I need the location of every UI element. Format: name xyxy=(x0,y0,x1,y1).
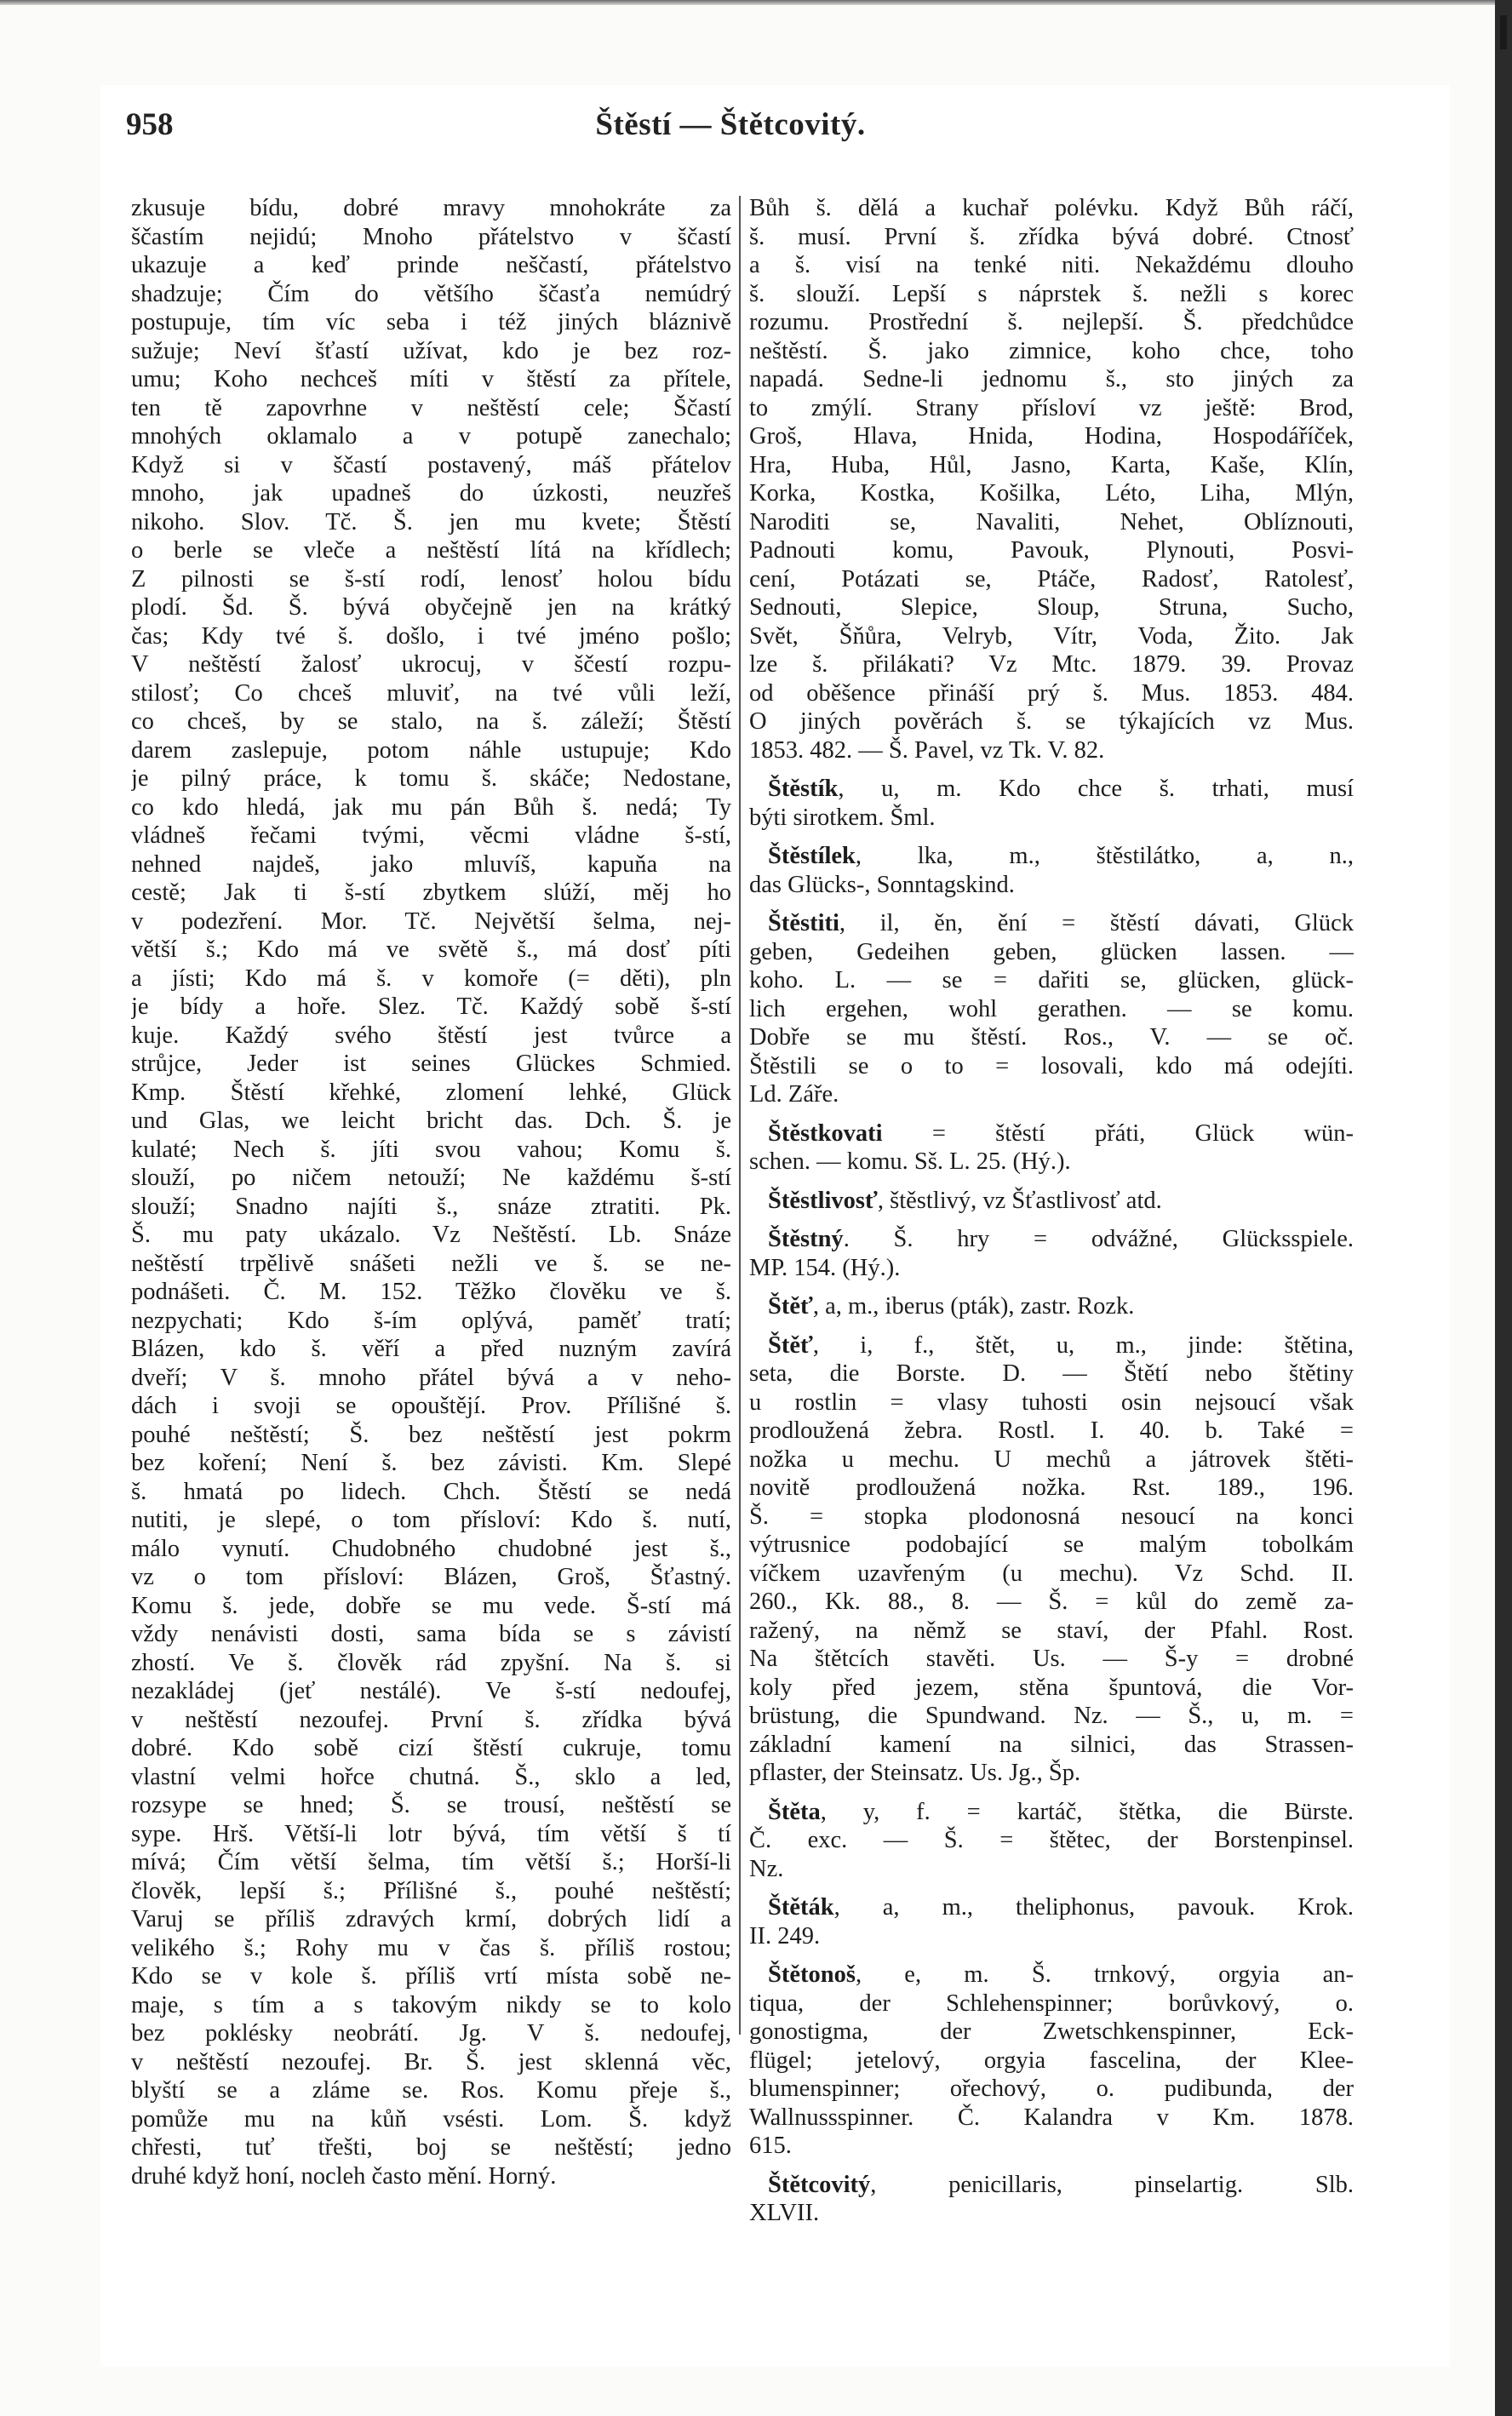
text-line: co kdo hledá, jak mu pán Bůh š. nedá; Ty xyxy=(131,793,731,821)
text-line: neštěstí. Š. jako zimnice, koho chce, toho xyxy=(749,337,1354,364)
text-line: postupuje, tím víc seba i též jiných bláznivě xyxy=(131,309,731,335)
text-line: velikého š.; Rohy mu v čas š. příliš rostou; xyxy=(131,1934,731,1961)
text-line: nezpychati; Kdo š-ím oplývá, paměť tratí; xyxy=(131,1307,731,1334)
dictionary-entry-line: Štěstík, u, m. Kdo chce š. trhati, musí xyxy=(768,776,1354,802)
headword: Štěstiti xyxy=(768,910,839,936)
text-line: 260., Kk. 88., 8. — Š. = kůl do země za- xyxy=(749,1589,1354,1615)
text-line: Groš, Hlava, Hnida, Hodina, Hospodáříček, xyxy=(749,423,1354,449)
text-line: Z pilnosti se š-stí rodí, lenosť holou bídu xyxy=(131,565,731,593)
text-line: slouží; Snadno najíti š., snáze ztratiti. Pk. xyxy=(131,1193,731,1220)
text-line: blyští se a zláme se. Ros. Komu přeje š., xyxy=(131,2077,731,2104)
text-line: co chceš, by se stalo, na š. záleží; Štěstí xyxy=(131,708,731,735)
text-line: š. hmatá po lidech. Chch. Štěstí se nedá xyxy=(131,1478,731,1505)
text-line: a š. visí na tenké niti. Nekaždému dlouho xyxy=(749,252,1354,278)
text-line: je pilný práce, k tomu š. skáče; Nedostane, xyxy=(131,765,731,792)
text-line: plodí. Šd. Š. bývá obyčejně jen na krátký xyxy=(131,594,731,621)
headword: Štěta xyxy=(768,1798,821,1825)
text-line: rozumu. Prostřední š. nejlepší. Š. předchůdce xyxy=(749,309,1354,335)
text-line: je bídy a hoře. Slez. Tč. Každý sobě š-stí xyxy=(131,993,731,1020)
text-line: u rostlin = vlasy tuhosti osin nejsoucí však xyxy=(749,1388,1354,1416)
text-line: koho. L. — se = dařiti se, glücken, glück- xyxy=(749,967,1354,993)
page-number: 958 xyxy=(126,107,174,142)
text-line: Ld. Záře. xyxy=(749,1081,839,1108)
text-line: Naroditi se, Navaliti, Nehet, Oblíznouti, xyxy=(749,508,1354,535)
headword: Štěstný xyxy=(768,1226,844,1252)
text-line: mnohých oklamalo a v potupě zanechalo; xyxy=(131,423,731,449)
right-column xyxy=(749,194,1354,2228)
text-line: prodloužená žebra. Rostl. I. 40. b. Také = xyxy=(749,1417,1354,1444)
dictionary-entry-line: Štětcovitý, penicillaris, pinselartig. Slb. xyxy=(768,2171,1354,2198)
text-line: bez pokléskу neobrátí. Jg. V š. nedoufej, xyxy=(131,2020,731,2047)
headword: Štětcovitý xyxy=(768,2171,871,2198)
text-line: v neštěstí nezoufej. Br. Š. jest sklenná věc, xyxy=(131,2048,731,2075)
text-line: to zmýlí. Strany přísloví vz ještě: Brod, xyxy=(749,394,1354,421)
text-line: druhé když honí, nocleh často mění. Horný. xyxy=(131,2162,557,2190)
text-line: strůjce, Jeder ist seines Glückes Schmied. xyxy=(131,1051,731,1077)
text-line: Bůh š. dělá a kuchař polévku. Když Bůh ráčí, xyxy=(749,195,1354,221)
text-line: darem zaslepuje, potom náhle ustupuje; Kdo xyxy=(131,736,731,764)
text-line: dveří; V š. mnoho přátel bývá a v neho- xyxy=(131,1364,731,1391)
text-line: vždy nenávisti dosti, sama bída se s závistí xyxy=(131,1621,731,1647)
text-line: vládneš řečami tvými, věcmi vládne š-stí, xyxy=(131,822,731,849)
text-line: stilosť; Co chceš mluviť, na tvé vůli leží, xyxy=(131,679,731,707)
dictionary-entry-line: Štěstlivosť, štěstlivý, vz Šťastlivosť atd. xyxy=(768,1187,1162,1214)
text-line: nehned najdeš, jako mluvíš, kapuňa na xyxy=(131,850,731,878)
text-line: Kmp. Štěstí křehké, zlomení lehké, Glück xyxy=(131,1079,731,1106)
text-line: 1853. 482. — Š. Pavel, vz Tk. V. 82. xyxy=(749,736,1105,764)
text-line: maje, s tím a s takovým nikdy se to kolo xyxy=(131,1991,731,2018)
text-line: Blázen, kdo š. věří a před nuzným zavírá xyxy=(131,1336,731,1362)
text-line: základní kamení na silnici, das Strassen- xyxy=(749,1731,1354,1758)
text-line: XLVII. xyxy=(749,2200,820,2226)
text-line: das Glücks-, Sonntagskind. xyxy=(749,871,1015,898)
text-line: bez koření; Není š. bez závisti. Km. Slepé xyxy=(131,1450,731,1476)
dictionary-entry-line: Štěť, i, f., štět, u, m., jinde: štětina, xyxy=(768,1331,1354,1359)
text-line: vz o tom přísloví: Blázen, Groš, Šťastný. xyxy=(131,1564,731,1590)
text-line: Korka, Kostka, Košilka, Léto, Liha, Mlýn, xyxy=(749,480,1354,507)
text-line: nikoho. Slov. Tč. Š. jen mu kvete; Štěstí xyxy=(131,508,731,535)
text-line: o berle se vleče a neštěstí lítá na křídlech; xyxy=(131,537,731,564)
column-divider xyxy=(739,196,741,2035)
text-line: napadá. Sedne-li jednomu š., sto jiných za xyxy=(749,366,1354,392)
text-line: ten tě zapovrhne v neštěstí cele; Ščastí xyxy=(131,394,731,421)
text-line: Když si v ščastí postavený, máš přátelov xyxy=(131,451,731,478)
text-line: 615. xyxy=(749,2133,792,2159)
text-line: gonostigma, der Zwetschkenspinner, Eck- xyxy=(749,2018,1354,2045)
left-column xyxy=(131,194,731,2190)
text-line: š. slouží. Lepší s náprstek š. nežli s korec xyxy=(749,280,1354,307)
text-line: Č. exc. — Š. = štětec, der Borstenpinsel. xyxy=(749,1827,1354,1853)
text-line: Varuj se příliš zdravých krmí, dobrých lidí a xyxy=(131,1906,731,1932)
text-line: MP. 154. (Hý.). xyxy=(749,1254,901,1281)
text-line: pouhé neštěstí; Š. bez neštěstí jest pokrm xyxy=(131,1421,731,1448)
text-line: koly před jezem, stěna špuntová, die Vor- xyxy=(749,1674,1354,1701)
dictionary-entry-line: Štěstílek, lka, m., štěstilátko, a, n., xyxy=(768,843,1354,869)
text-line: nezakládej (jeť nestálé). Ve š-stí nedoufej, xyxy=(131,1678,731,1704)
text-line: v podezření. Mor. Tč. Největší šelma, nej- xyxy=(131,907,731,935)
text-line: kuje. Každý svého štěstí jest tvůrce a xyxy=(131,1022,731,1049)
text-line: Kdo se v kole š. příliš vrtí místa sobě ne- xyxy=(131,1963,731,1989)
headword: Štěstkovati xyxy=(768,1119,883,1147)
headword: Štěták xyxy=(768,1894,834,1921)
text-line: nutiti, je slepé, o tom přísloví: Kdo š. nutí, xyxy=(131,1507,731,1533)
text-line: dobré. Kdo sobě cizí štěstí cukruje, tomu xyxy=(131,1735,731,1761)
text-line: Š. = stopka plodonosná nesoucí na konci xyxy=(749,1503,1354,1530)
text-line: schen. — komu. Sš. L. 25. (Hý.). xyxy=(749,1148,1071,1175)
text-line: čas; Kdy tvé š. došlo, i tvé jméno pošlo; xyxy=(131,622,731,650)
text-line: Padnouti komu, Pavouk, Plynouti, Posvi- xyxy=(749,537,1354,564)
text-line: Sednouti, Slepice, Sloup, Struna, Sucho, xyxy=(749,594,1354,621)
text-line: lze š. přilákati? Vz Mtc. 1879. 39. Provaz xyxy=(749,651,1354,678)
text-line: brüstung, die Spundwand. Nz. — Š., u, m. = xyxy=(749,1703,1354,1729)
text-line: cestě; Jak ti š-stí zbytkem slúží, měj ho xyxy=(131,879,731,906)
text-line: víčkem uzavřeným (u mechu). Vz Schd. II. xyxy=(749,1560,1354,1587)
text-line: málo vynutí. Chudobného chudobné jest š., xyxy=(131,1535,731,1562)
text-line: Komu š. jede, dobře se mu vede. Š-stí má xyxy=(131,1592,731,1619)
text-line: V neštěstí žalosť ukrocuj, v ščestí rozpu- xyxy=(131,651,731,678)
headword: Štěť xyxy=(768,1293,813,1320)
text-line: zkusuje bídu, dobré mravy mnohokráte za xyxy=(131,195,731,221)
scan-notch xyxy=(1500,15,1507,49)
page-title: Štěstí — Štětcovitý. xyxy=(595,107,866,142)
text-line: dách i svoji se opouštějí. Prov. Přílišné š. xyxy=(131,1393,731,1419)
text-line: flügel; jetelový, orgyia fascelina, der Klee- xyxy=(749,2047,1354,2074)
text-line: Wallnussspinner. Č. Kalandra v Km. 1878. xyxy=(749,2104,1354,2131)
headword: Štěstílek xyxy=(768,843,856,869)
text-line: novitě prodloužená nožka. Rst. 189., 196. xyxy=(749,1474,1354,1501)
scan-right-edge xyxy=(1495,0,1512,2416)
dictionary-entry-line: Štěstný. Š. hry = odvážné, Glücksspiele. xyxy=(768,1226,1354,1252)
text-line: lich ergehen, wohl gerathen. — se komu. xyxy=(749,995,1354,1022)
text-line: blumenspinner; ořechový, o. pudibunda, der xyxy=(749,2075,1354,2102)
text-line: vlastní velmi hořce chutná. Š., sklo a led, xyxy=(131,1763,731,1790)
dictionary-entry-line: Štěť, a, m., iberus (pták), zastr. Rozk. xyxy=(768,1293,1135,1320)
text-line: shadzuje; Čím do většího ščasťa nemúdrý xyxy=(131,280,731,307)
text-line: geben, Gedeihen geben, glücken lassen. — xyxy=(749,938,1354,965)
text-line: Štěstili se o to = losovali, kdo má odejíti. xyxy=(749,1052,1354,1079)
text-line: větší š.; Kdo má ve světě š., má dosť píti xyxy=(131,936,731,963)
text-line: Nz. xyxy=(749,1855,784,1882)
text-line: pomůže mu na kůň vsésti. Lom. Š. když xyxy=(131,2105,731,2133)
text-line: býti sirotkem. Šml. xyxy=(749,804,936,831)
text-line: O jiných pověrách š. se týkajících vz Mus. xyxy=(749,708,1354,735)
scan-top-edge xyxy=(0,0,1495,5)
text-line: neštěstí trpělivě snášeti nežli ve š. se ne- xyxy=(131,1250,731,1277)
headword: Štěstík xyxy=(768,776,839,802)
text-line: ukazuje a keď prinde neščastí, přátelstvo xyxy=(131,252,731,278)
text-line: nožka u mechu. U mechů a játrovek štěti- xyxy=(749,1446,1354,1473)
text-line: umu; Koho nechceš míti v štěstí za přítele, xyxy=(131,366,731,392)
text-line: chřesti, tuť třešti, boj se neštěstí; jedno xyxy=(131,2134,731,2161)
text-line: š. musí. První š. zřídka bývá dobré. Ctnosť xyxy=(749,223,1354,250)
text-line: kulaté; Nech š. jíti svou vahou; Komu š. xyxy=(131,1136,731,1163)
text-line: Dobře se mu štěstí. Ros., V. — se oč. xyxy=(749,1024,1354,1051)
dictionary-entry-line: Štěstkovati = štěstí přáti, Glück wün- xyxy=(768,1119,1354,1147)
text-line: od oběšence přináší prý š. Mus. 1853. 484. xyxy=(749,679,1354,707)
text-line: člověk, lepší š.; Přílišné š., pouhé neštěstí; xyxy=(131,1877,731,1904)
text-line: tiqua, der Schlehenspinner; borůvkový, o. xyxy=(749,1989,1354,2017)
dictionary-entry-line: Štětonoš, e, m. Š. trnkový, orgyia an- xyxy=(768,1961,1354,1988)
text-line: výtrusnice podobající se malým tobolkám xyxy=(749,1531,1354,1558)
text-line: a jísti; Kdo má š. v komoře (= děti), pln xyxy=(131,965,731,992)
dictionary-entry-line: Štěstiti, il, ěn, ění = štěstí dávati, Glück xyxy=(768,910,1354,936)
text-line: ščastím nejidú; Mnoho přátelstvo v ščastí xyxy=(131,223,731,250)
text-line: und Glas, we leicht bricht das. Dch. Š. je xyxy=(131,1108,731,1134)
dictionary-entry-line: Štěta, y, f. = kartáč, štětka, die Bürste. xyxy=(768,1798,1354,1825)
text-line: mnoho, jak upadneš do úzkosti, neuzřeš xyxy=(131,480,731,507)
text-line: Š. mu paty ukázalo. Vz Neštěstí. Lb. Snáze xyxy=(131,1222,731,1248)
text-line: II. 249. xyxy=(749,1922,821,1949)
text-line: Hra, Huba, Hůl, Jasno, Karta, Kaše, Klín, xyxy=(749,451,1354,478)
text-line: rozsype se hned; Š. se trousí, neštěstí se xyxy=(131,1792,731,1818)
text-line: ražený, na němž se staví, der Pfahl. Rost. xyxy=(749,1617,1354,1644)
headword: Štěstlivosť xyxy=(768,1187,878,1214)
text-line: sype. Hrš. Větší-li lotr bývá, tím větší š tí xyxy=(131,1820,731,1847)
text-line: zhostí. Ve š. člověk rád zpyšní. Na š. si xyxy=(131,1649,731,1676)
text-line: pflaster, der Steinsatz. Us. Jg., Šp. xyxy=(749,1760,1081,1786)
text-line: cení, Potázati se, Ptáče, Radosť, Ratolesť, xyxy=(749,565,1354,593)
text-line: mívá; Čím větší šelma, tím větší š.; Horší-li xyxy=(131,1849,731,1875)
text-line: v neštěstí nezoufej. První š. zřídka bývá xyxy=(131,1706,731,1733)
text-line: Na štětcích stavěti. Us. — Š-y = drobné xyxy=(749,1646,1354,1672)
headword: Štětonoš xyxy=(768,1961,856,1988)
dictionary-entry-line: Štěták, a, m., theliphonus, pavouk. Krok. xyxy=(768,1894,1354,1921)
headword: Štěť xyxy=(768,1331,813,1359)
running-head xyxy=(126,106,1335,157)
text-line: podnášeti. Č. M. 152. Těžko člověku ve š. xyxy=(131,1279,731,1305)
text-line: seta, die Borste. D. — Štětí nebo štětiny xyxy=(749,1360,1354,1387)
text-line: slouží, po ničem netouží; Ne každému š-stí xyxy=(131,1165,731,1191)
text-line: Svět, Šňůra, Velryb, Vítr, Voda, Žito. Jak xyxy=(749,622,1354,650)
text-line: sužuje; Neví šťastí užívat, kdo je bez roz- xyxy=(131,337,731,364)
